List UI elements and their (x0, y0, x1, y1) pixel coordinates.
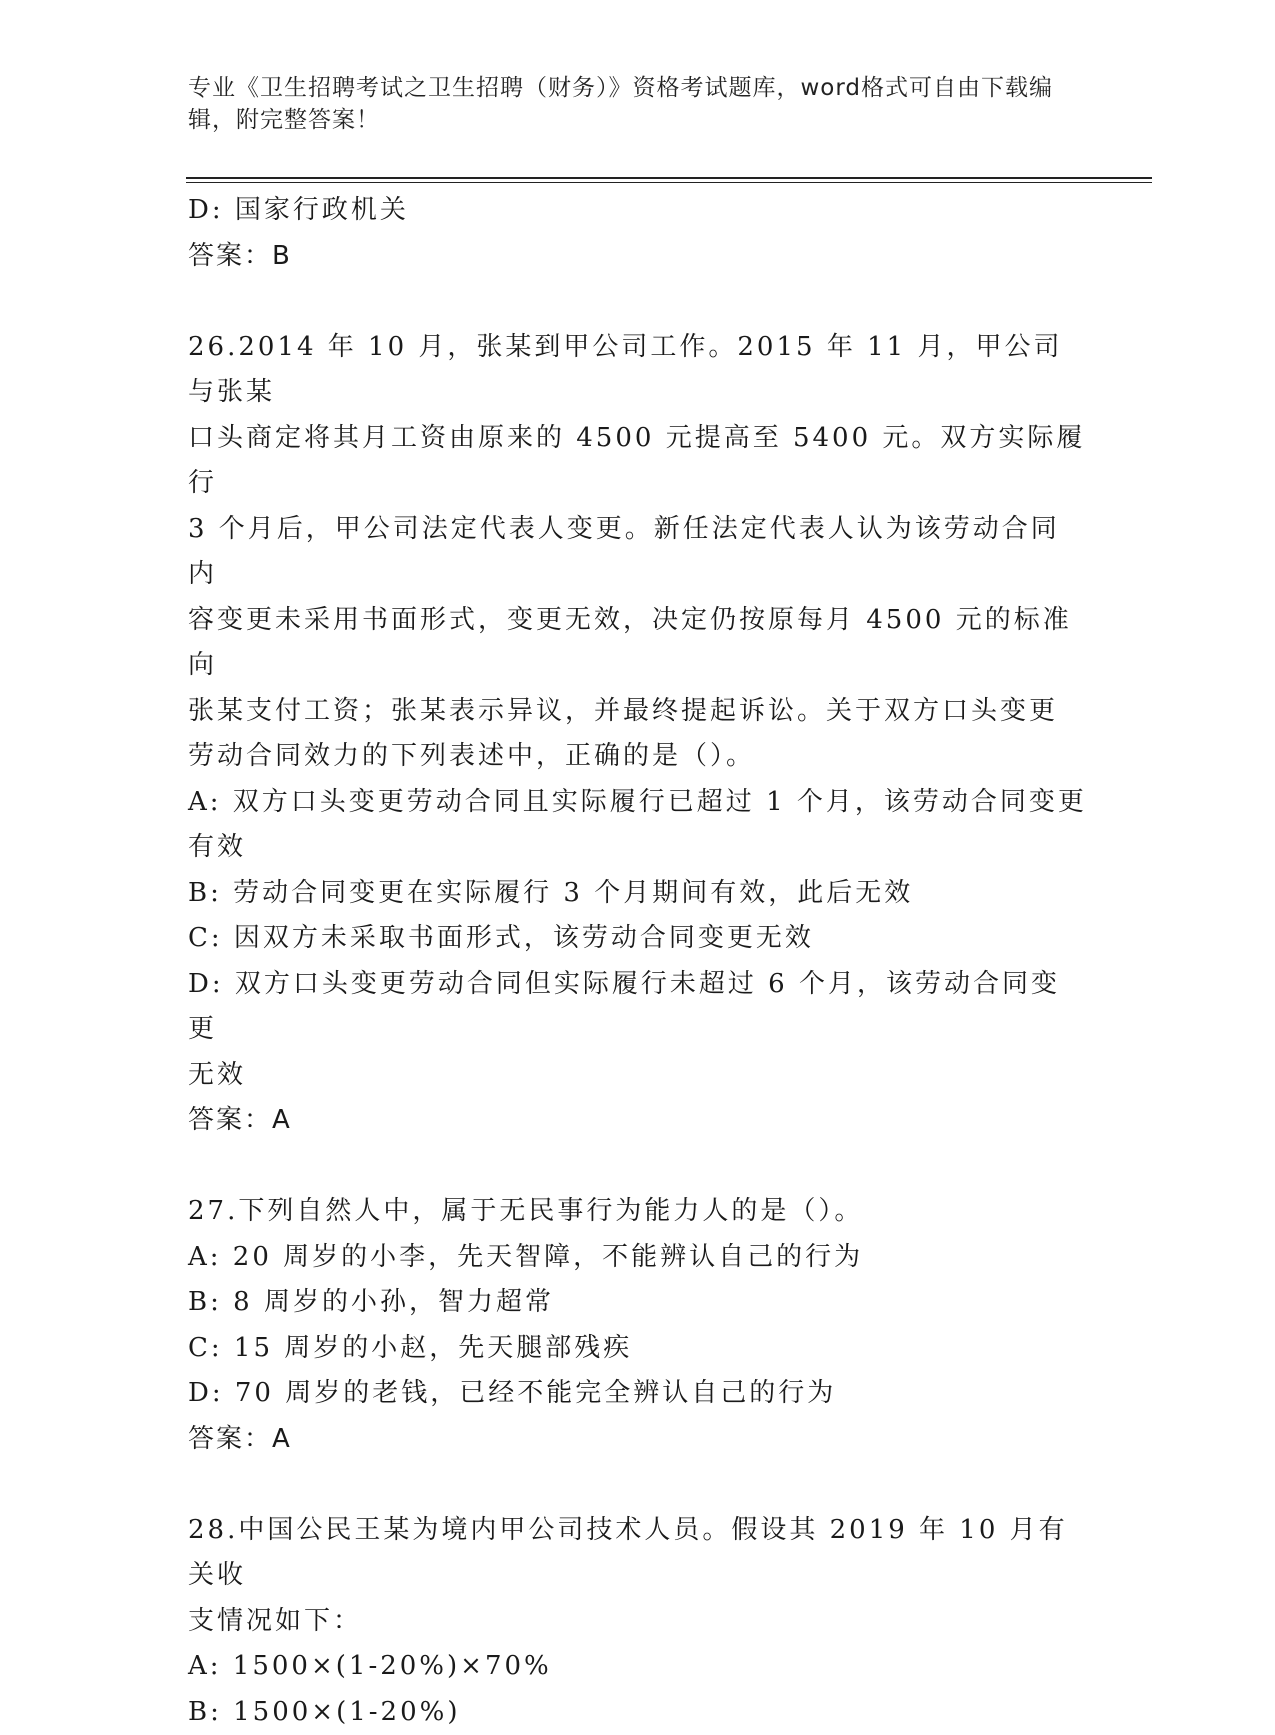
option-line: B: 8 周岁的小孙，智力超常 (188, 1280, 1088, 1326)
option-line: 无效 (188, 1053, 1088, 1099)
question-text: 张某支付工资；张某表示异议，并最终提起诉讼。关于双方口头变更 (188, 689, 1088, 735)
question-text: 3 个月后，甲公司法定代表人变更。新任法定代表人认为该劳动合同内 (188, 507, 1088, 598)
answer-line: 答案：A (188, 1417, 1088, 1463)
question-text: 26.2014 年 10 月，张某到甲公司工作。2015 年 11 月，甲公司与张某 (188, 325, 1088, 416)
question-text: 支情况如下： (188, 1599, 1088, 1645)
question-text: 28.中国公民王某为境内甲公司技术人员。假设其 2019 年 10 月有关收 (188, 1508, 1088, 1599)
option-line: A: 20 周岁的小李，先天智障，不能辨认自己的行为 (188, 1235, 1088, 1281)
question-block (188, 1189, 1088, 1462)
option-line: B: 1500×(1-20%) (188, 1690, 1088, 1735)
option-line: A: 双方口头变更劳动合同且实际履行已超过 1 个月，该劳动合同变更 (188, 780, 1088, 826)
header-divider-thin (186, 182, 1152, 183)
question-block (188, 325, 1088, 1144)
question-text: 劳动合同效力的下列表述中，正确的是（）。 (188, 734, 1088, 780)
option-line: D: 70 周岁的老钱，已经不能完全辨认自己的行为 (188, 1371, 1088, 1417)
answer-line: 答案：B (188, 234, 1088, 280)
question-text: 口头商定将其月工资由原来的 4500 元提高至 5400 元。双方实际履行 (188, 416, 1088, 507)
answer-line: 答案：A (188, 1098, 1088, 1144)
option-line: D: 国家行政机关 (188, 188, 1088, 234)
option-line: C: 15 周岁的小赵，先天腿部残疾 (188, 1326, 1088, 1372)
header-divider (186, 177, 1152, 179)
option-line: C: 因双方未采取书面形式，该劳动合同变更无效 (188, 916, 1088, 962)
question-text: 27.下列自然人中，属于无民事行为能力人的是（）。 (188, 1189, 1088, 1235)
question-text: 容变更未采用书面形式，变更无效，决定仍按原每月 4500 元的标准向 (188, 598, 1088, 689)
question-block (188, 188, 1088, 279)
document-header: 专业《卫生招聘考试之卫生招聘（财务）》资格考试题库，word格式可自由下载编辑，附完整答案！ (188, 72, 1088, 136)
option-line: B: 劳动合同变更在实际履行 3 个月期间有效，此后无效 (188, 871, 1088, 917)
option-line: D: 双方口头变更劳动合同但实际履行未超过 6 个月，该劳动合同变更 (188, 962, 1088, 1053)
option-line: A: 1500×(1-20%)×70% (188, 1644, 1088, 1690)
question-list (188, 188, 1088, 1735)
question-block (188, 1508, 1088, 1735)
option-line: 有效 (188, 825, 1088, 871)
